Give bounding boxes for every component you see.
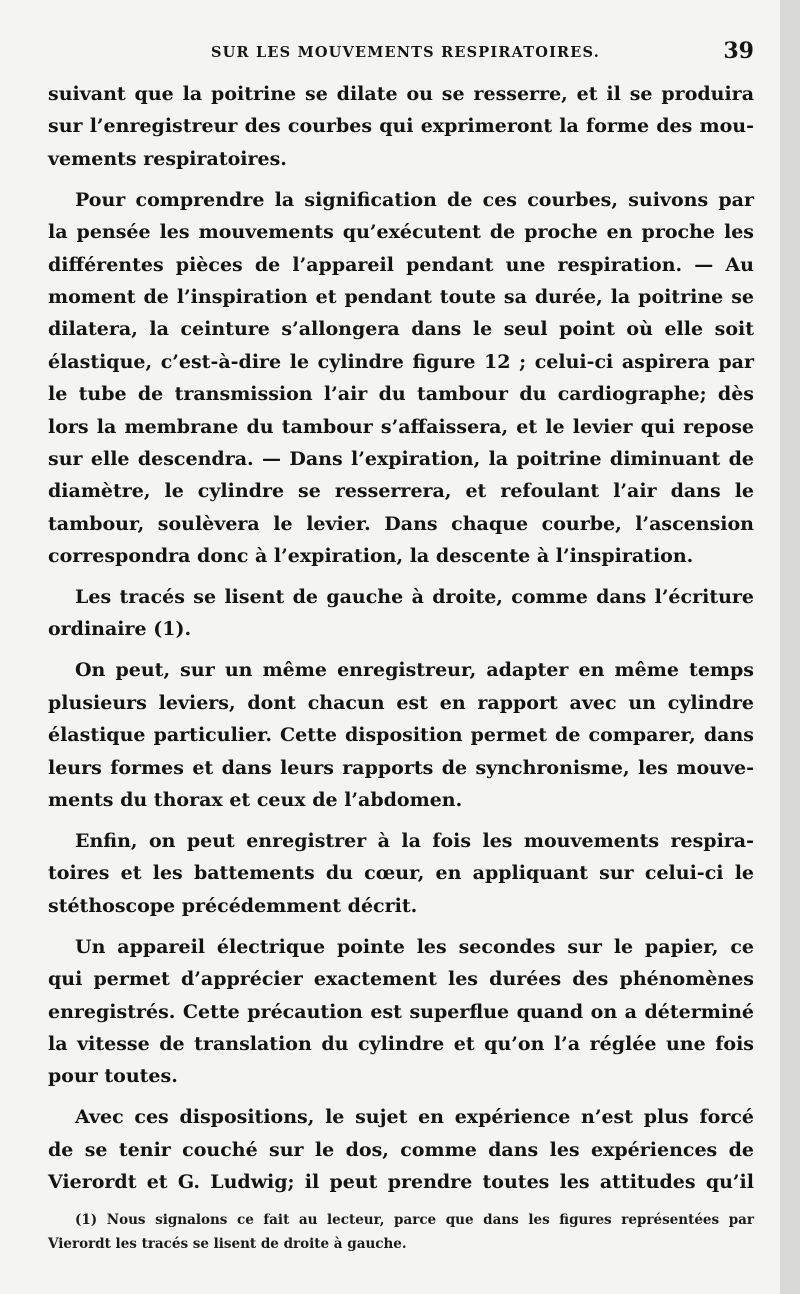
text-line: élastique, c’est-à-dire le cylindre figure 12 ; celui-ci aspirera par: [48, 350, 754, 373]
text-line: ordinaire (1).: [48, 618, 192, 641]
footnote-line: Vierordt les tracés se lisent de droite à gauche.: [48, 1236, 407, 1252]
text-line: enregistrés. Cette précaution est superflue quand on a déterminé: [48, 1000, 754, 1023]
text-line: moment de l’inspiration et pendant toute sa durée, la poitrine se: [48, 285, 754, 308]
footnote-line: (1) Nous signalons ce fait au lecteur, parce que dans les figures représentées par: [75, 1212, 754, 1228]
text-line: la vitesse de translation du cylindre et qu’on l’a réglée une fois: [48, 1032, 754, 1055]
text-line: lors la membrane du tambour s’affaissera, et le levier qui repose: [48, 415, 754, 438]
text-line: de se tenir couché sur le dos, comme dans les expériences de: [48, 1138, 754, 1161]
text-line: suivant que la poitrine se dilate ou se resserre, et il se produira: [48, 83, 754, 105]
text-line: Pour comprendre la signification de ces courbes, suivons par: [75, 188, 754, 211]
text-line: Les tracés se lisent de gauche à droite, comme dans l’écriture: [75, 586, 755, 609]
text-line: sur l’enregistreur des courbes qui exprimeront la forme des mou-: [48, 115, 754, 138]
text-line: différentes pièces de l’appareil pendant une respiration. — Au: [48, 253, 754, 276]
text-line: correspondra donc à l’expiration, la descente à l’inspiration.: [48, 545, 694, 568]
paragraph-4: [48, 654, 754, 816]
text-line: ments du thorax et ceux de l’abdomen.: [48, 788, 463, 811]
page-header: [48, 38, 768, 68]
text-line: plusieurs leviers, dont chacun est en rapport avec un cylindre: [48, 691, 754, 714]
page-edge: [780, 0, 800, 1294]
text-line: Vierordt et G. Ludwig; il peut prendre toutes les attitudes qu’il: [48, 1171, 754, 1194]
running-title: SUR LES MOUVEMENTS RESPIRATOIRES.: [211, 44, 600, 61]
paragraph-6: [48, 931, 754, 1093]
text-line: sur elle descendra. — Dans l’expiration, la poitrine diminuant de: [48, 447, 755, 470]
page-number: 39: [723, 38, 754, 64]
footnote: [48, 1208, 754, 1256]
paragraph-2: [48, 184, 754, 573]
text-line: qui permet d’apprécier exactement les durées des phénomènes: [48, 968, 754, 991]
text-line: leurs formes et dans leurs rapports de synchronisme, les mouve-: [48, 756, 754, 779]
text-line: toires et les battements du cœur, en appliquant sur celui-ci le: [48, 862, 754, 885]
body-text: [48, 78, 754, 1198]
paragraph-1: [48, 78, 754, 175]
paragraph-5: [48, 825, 754, 922]
text-line: vements respiratoires.: [48, 147, 287, 170]
text-line: On peut, sur un même enregistreur, adapter en même temps: [75, 659, 754, 682]
text-line: pour toutes.: [48, 1065, 178, 1088]
text-line: Enfin, on peut enregistrer à la fois les mouvements respira-: [75, 829, 754, 852]
text-line: le tube de transmission l’air du tambour du cardiographe; dès: [48, 383, 754, 406]
text-line: stéthoscope précédemment décrit.: [48, 894, 418, 917]
text-line: la pensée les mouvements qu’exécutent de proche en proche les: [48, 221, 754, 244]
text-line: tambour, soulèvera le levier. Dans chaque courbe, l’ascension: [48, 512, 754, 535]
text-line: Avec ces dispositions, le sujet en expérience n’est plus forcé: [75, 1106, 754, 1129]
paragraph-7: [48, 1101, 754, 1198]
paragraph-3: [48, 581, 754, 646]
text-line: Un appareil électrique pointe les secondes sur le papier, ce: [75, 935, 755, 958]
text-line: élastique particulier. Cette disposition permet de comparer, dans: [48, 724, 754, 747]
text-line: dilatera, la ceinture s’allongera dans le seul point où elle soit: [48, 318, 754, 341]
text-line: diamètre, le cylindre se resserrera, et refoulant l’air dans le: [48, 480, 754, 503]
